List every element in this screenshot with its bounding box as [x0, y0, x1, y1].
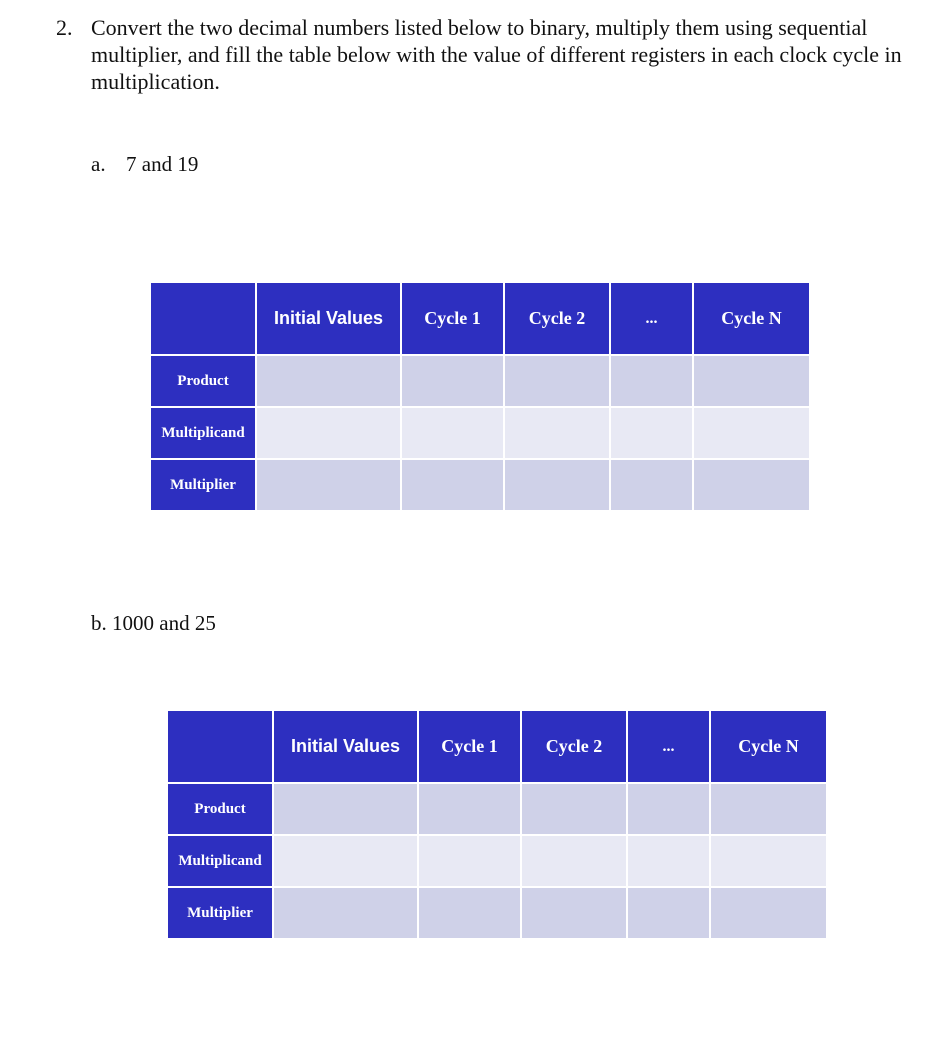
- header-ellipsis: ...: [628, 711, 709, 782]
- header-initial-values: Initial Values: [274, 711, 417, 782]
- multiplier-cycle-2-cell[interactable]: [505, 460, 609, 510]
- multiplicand-initial-cell[interactable]: [257, 408, 400, 458]
- product-initial-cell[interactable]: [274, 784, 417, 834]
- table-row-product: [151, 356, 809, 406]
- multiplier-initial-cell[interactable]: [257, 460, 400, 510]
- multiplier-cycle-n-cell[interactable]: [694, 460, 809, 510]
- table-row-multiplier: [168, 888, 826, 938]
- product-cycle-2-cell[interactable]: [522, 784, 626, 834]
- product-cycle-1-cell[interactable]: [402, 356, 503, 406]
- part-b-label: b. 1000 and 25: [91, 611, 216, 635]
- header-cycle-n: Cycle N: [694, 283, 809, 354]
- product-ellipsis-cell[interactable]: [628, 784, 709, 834]
- header-corner-cell: [151, 283, 255, 354]
- register-table-a: [149, 281, 811, 512]
- header-cycle-1: Cycle 1: [402, 283, 503, 354]
- multiplicand-cycle-n-cell[interactable]: [711, 836, 826, 886]
- multiplicand-cycle-2-cell[interactable]: [505, 408, 609, 458]
- header-corner-cell: [168, 711, 272, 782]
- multiplier-cycle-1-cell[interactable]: [402, 460, 503, 510]
- product-initial-cell[interactable]: [257, 356, 400, 406]
- register-table-b: [166, 709, 828, 940]
- question-text: Convert the two decimal numbers listed below to binary, multiply them using sequential multiplier, and fill the table below with the value of different registers in each clock cycle in multiplication.: [91, 15, 902, 94]
- question-number: 2.: [56, 15, 73, 40]
- row-label-product: Product: [151, 356, 255, 406]
- header-cycle-n: Cycle N: [711, 711, 826, 782]
- table-row-multiplicand: [151, 408, 809, 458]
- part-a-label: [91, 151, 198, 177]
- row-label-multiplier: Multiplier: [151, 460, 255, 510]
- row-label-multiplier: Multiplier: [168, 888, 272, 938]
- product-cycle-2-cell[interactable]: [505, 356, 609, 406]
- header-cycle-2: Cycle 2: [505, 283, 609, 354]
- multiplicand-cycle-2-cell[interactable]: [522, 836, 626, 886]
- multiplier-initial-cell[interactable]: [274, 888, 417, 938]
- header-cycle-2: Cycle 2: [522, 711, 626, 782]
- header-ellipsis: ...: [611, 283, 692, 354]
- multiplicand-initial-cell[interactable]: [274, 836, 417, 886]
- multiplier-cycle-n-cell[interactable]: [711, 888, 826, 938]
- multiplicand-cycle-1-cell[interactable]: [402, 408, 503, 458]
- table-row-multiplier: [151, 460, 809, 510]
- header-cycle-1: Cycle 1: [419, 711, 520, 782]
- part-a-values: 7 and 19: [126, 152, 199, 176]
- product-cycle-n-cell[interactable]: [694, 356, 809, 406]
- table-header-row: [151, 283, 809, 354]
- row-label-product: Product: [168, 784, 272, 834]
- part-a-letter: a.: [91, 152, 106, 176]
- row-label-multiplicand: Multiplicand: [168, 836, 272, 886]
- table-row-multiplicand: [168, 836, 826, 886]
- multiplicand-cycle-1-cell[interactable]: [419, 836, 520, 886]
- product-cycle-n-cell[interactable]: [711, 784, 826, 834]
- product-ellipsis-cell[interactable]: [611, 356, 692, 406]
- row-label-multiplicand: Multiplicand: [151, 408, 255, 458]
- multiplicand-ellipsis-cell[interactable]: [611, 408, 692, 458]
- product-cycle-1-cell[interactable]: [419, 784, 520, 834]
- multiplicand-ellipsis-cell[interactable]: [628, 836, 709, 886]
- table-row-product: [168, 784, 826, 834]
- multiplier-cycle-2-cell[interactable]: [522, 888, 626, 938]
- multiplier-ellipsis-cell[interactable]: [628, 888, 709, 938]
- header-initial-values: Initial Values: [257, 283, 400, 354]
- multiplier-cycle-1-cell[interactable]: [419, 888, 520, 938]
- multiplier-ellipsis-cell[interactable]: [611, 460, 692, 510]
- multiplicand-cycle-n-cell[interactable]: [694, 408, 809, 458]
- table-header-row: [168, 711, 826, 782]
